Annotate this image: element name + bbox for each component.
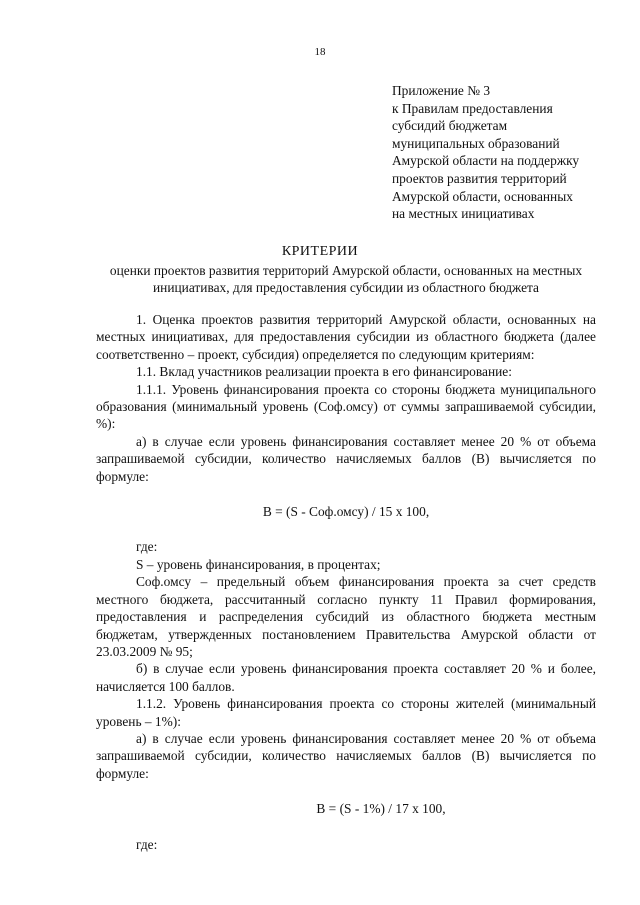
page-number: 18 bbox=[314, 46, 326, 58]
appendix-line: Приложение № 3 bbox=[392, 83, 491, 98]
document-title: КРИТЕРИИ bbox=[281, 244, 359, 259]
paragraph: Соф.омсу – предельный объем финансирования проекта за счет средств местного бюджета, рассчитанный согласно пункту 11 Правил формирования, предоставления и распределения субсидий из областного бюджета местным бюджетам, утвержденных постановлением Правительства Амурской области от 23.03.2009 № 95; bbox=[96, 574, 596, 659]
appendix-line: муниципальных образований bbox=[392, 135, 560, 151]
appendix-line: Амурской области, основанных bbox=[392, 188, 573, 204]
appendix-line: к Правилам предоставления bbox=[392, 100, 553, 116]
paragraph: 1.1.1. Уровень финансирования проекта со стороны бюджета муниципального образования (минимальный уровень (Соф.омсу) от суммы запрашиваемой субсидии, %): bbox=[96, 381, 596, 432]
paragraph: а) в случае если уровень финансирования составляет менее 20 % от объема запрашиваемой субсидии, количество начисляемых баллов (В) вычисляется по формуле: bbox=[96, 433, 596, 484]
appendix-line: на местных инициативах bbox=[392, 206, 535, 222]
body-text bbox=[96, 311, 596, 853]
paragraph: 1.1. Вклад участников реализации проекта в его финансирование: bbox=[136, 364, 512, 380]
formula: В = (S - 1%) / 17 х 100, bbox=[316, 801, 446, 817]
appendix-line: субсидий бюджетам bbox=[392, 118, 508, 134]
document-subtitle: оценки проектов развития территорий Амурской области, основанных на местных инициативах, для предоставления субсидии из областного бюджета bbox=[109, 263, 583, 296]
paragraph: S – уровень финансирования, в процентах; bbox=[136, 556, 381, 572]
appendix-line: Амурской области на поддержку bbox=[392, 153, 580, 169]
formula: В = (S - Соф.омсу) / 15 х 100, bbox=[262, 504, 430, 520]
paragraph: где: bbox=[136, 836, 158, 852]
paragraph: 1.1.2. Уровень финансирования проекта со стороны жителей (минимальный уровень – 1%): bbox=[96, 696, 596, 729]
paragraph: а) в случае если уровень финансирования составляет менее 20 % от объема запрашиваемой субсидии, количество начисляемых баллов (В) вычисляется по формуле: bbox=[96, 730, 596, 781]
paragraph: 1. Оценка проектов развития территорий Амурской области, основанных на местных инициативах, для предоставления субсидии из областного бюджета (далее соответственно – проект, субсидия) определяется по следующим критериям: bbox=[96, 312, 596, 362]
appendix-block bbox=[392, 82, 622, 223]
appendix-line: проектов развития территорий bbox=[392, 170, 567, 186]
paragraph: б) в случае если уровень финансирования проекта составляет 20 % и более, начисляется 100 баллов. bbox=[96, 661, 596, 694]
paragraph: где: bbox=[136, 539, 158, 555]
